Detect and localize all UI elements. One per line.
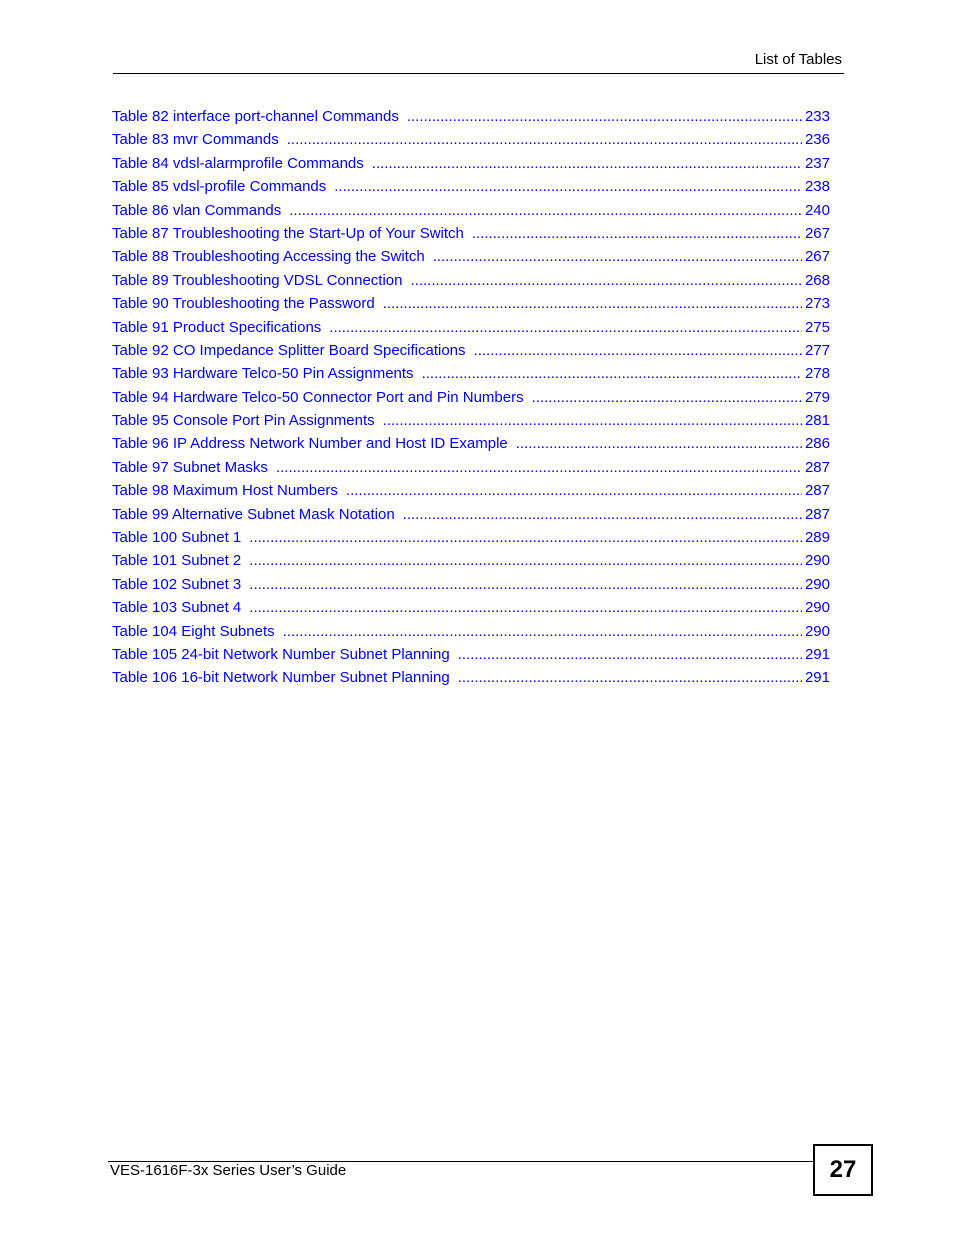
toc-entry[interactable] xyxy=(112,292,830,315)
toc-entry-label: Table 89 Troubleshooting VDSL Connection xyxy=(112,271,403,289)
toc-entry[interactable] xyxy=(112,222,830,245)
toc-entry-label: Table 99 Alternative Subnet Mask Notation xyxy=(112,505,395,523)
toc-dot-leader xyxy=(249,573,802,596)
toc-entry-label: Table 102 Subnet 3 xyxy=(112,575,242,593)
toc-entry-page: 290 xyxy=(804,552,830,570)
toc-entry-page: 290 xyxy=(804,575,830,593)
toc-entry[interactable] xyxy=(112,175,830,198)
toc-entry-page: 237 xyxy=(804,154,830,172)
toc-entry-label: Table 95 Console Port Pin Assignments xyxy=(112,412,375,430)
toc-entry[interactable] xyxy=(112,152,830,175)
toc-entry-label: Table 97 Subnet Masks xyxy=(112,458,268,476)
toc-dot-leader xyxy=(346,479,802,502)
toc-entry[interactable] xyxy=(112,456,830,479)
toc-entry-page: 291 xyxy=(804,645,830,663)
toc-dot-leader xyxy=(276,456,802,479)
toc-dot-leader xyxy=(407,105,802,128)
toc-entry[interactable] xyxy=(112,245,830,268)
toc-entry-page: 273 xyxy=(804,295,830,313)
toc-entry[interactable] xyxy=(112,339,830,362)
toc-entry-page: 267 xyxy=(804,224,830,242)
toc-entry-label: Table 84 vdsl-alarmprofile Commands xyxy=(112,154,364,172)
toc-entry[interactable] xyxy=(112,432,830,455)
toc-entry[interactable] xyxy=(112,409,830,432)
toc-entry[interactable] xyxy=(112,362,830,385)
toc-entry-page: 289 xyxy=(804,529,830,547)
toc-dot-leader xyxy=(474,339,802,362)
toc-entry[interactable] xyxy=(112,643,830,666)
toc-entry-label: Table 86 vlan Commands xyxy=(112,201,282,219)
toc-entry[interactable] xyxy=(112,526,830,549)
toc-entry[interactable] xyxy=(112,620,830,643)
toc-entry-label: Table 88 Troubleshooting Accessing the Switch xyxy=(112,248,425,266)
toc-dot-leader xyxy=(383,292,802,315)
toc-dot-leader xyxy=(516,432,802,455)
toc-entry[interactable] xyxy=(112,105,830,128)
toc-dot-leader xyxy=(472,222,802,245)
toc-entry-label: Table 90 Troubleshooting the Password xyxy=(112,295,375,313)
toc-entry-label: Table 83 mvr Commands xyxy=(112,131,279,149)
toc-entry-page: 268 xyxy=(804,271,830,289)
toc-dot-leader xyxy=(433,245,802,268)
toc-dot-leader xyxy=(372,152,802,175)
toc-entry[interactable] xyxy=(112,666,830,689)
header-divider xyxy=(113,73,844,74)
toc-dot-leader xyxy=(532,386,802,409)
toc-entry[interactable] xyxy=(112,549,830,572)
toc-entry[interactable] xyxy=(112,199,830,222)
toc-entry-page: 233 xyxy=(804,108,830,125)
toc-entry-page: 287 xyxy=(804,458,830,476)
toc-entry[interactable] xyxy=(112,573,830,596)
toc-entry-page: 286 xyxy=(804,435,830,453)
footer-guide-title: VES-1616F-3x Series User’s Guide xyxy=(110,1162,347,1179)
toc-dot-leader xyxy=(422,362,802,385)
toc-dot-leader xyxy=(334,175,802,198)
toc-dot-leader xyxy=(249,596,802,619)
toc-entry-label: Table 93 Hardware Telco-50 Pin Assignments xyxy=(112,365,414,383)
toc-entry-page: 277 xyxy=(804,341,830,359)
toc-entry-label: Table 92 CO Impedance Splitter Board Specifications xyxy=(112,341,466,359)
toc-entry-page: 281 xyxy=(804,412,830,430)
page-number-box: 27 xyxy=(813,1144,873,1196)
toc-entry-page: 267 xyxy=(804,248,830,266)
toc-entry-label: Table 82 interface port-channel Commands xyxy=(112,108,399,125)
toc-entry-label: Table 87 Troubleshooting the Start-Up of Your Switch xyxy=(112,224,464,242)
toc-dot-leader xyxy=(289,199,802,222)
toc-entry-label: Table 96 IP Address Network Number and Host ID Example xyxy=(112,435,508,453)
toc-dot-leader xyxy=(403,503,802,526)
toc-dot-leader xyxy=(383,409,802,432)
toc-entry[interactable] xyxy=(112,316,830,339)
toc-entry-label: Table 101 Subnet 2 xyxy=(112,552,242,570)
list-of-tables xyxy=(112,105,830,690)
header-section-title: List of Tables xyxy=(754,51,842,68)
toc-dot-leader xyxy=(410,269,801,292)
toc-entry-page: 238 xyxy=(804,178,830,196)
toc-entry-page: 290 xyxy=(804,599,830,617)
toc-entry-label: Table 98 Maximum Host Numbers xyxy=(112,482,338,500)
toc-dot-leader xyxy=(287,128,802,151)
toc-dot-leader xyxy=(458,643,802,666)
toc-dot-leader xyxy=(458,666,802,689)
toc-entry[interactable] xyxy=(112,386,830,409)
toc-entry-label: Table 104 Eight Subnets xyxy=(112,622,275,640)
toc-dot-leader xyxy=(283,620,802,643)
toc-entry-label: Table 100 Subnet 1 xyxy=(112,529,242,547)
toc-entry[interactable] xyxy=(112,479,830,502)
toc-entry-page: 278 xyxy=(804,365,830,383)
toc-entry[interactable] xyxy=(112,128,830,151)
toc-entry-page: 279 xyxy=(804,388,830,406)
toc-entry-label: Table 103 Subnet 4 xyxy=(112,599,242,617)
toc-entry-page: 287 xyxy=(804,482,830,500)
toc-entry-page: 290 xyxy=(804,622,830,640)
toc-entry-label: Table 94 Hardware Telco-50 Connector Port and Pin Numbers xyxy=(112,388,524,406)
toc-entry-label: Table 85 vdsl-profile Commands xyxy=(112,178,327,196)
toc-entry[interactable] xyxy=(112,596,830,619)
toc-dot-leader xyxy=(249,526,802,549)
toc-entry[interactable] xyxy=(112,503,830,526)
toc-dot-leader xyxy=(249,549,802,572)
toc-entry-page: 236 xyxy=(804,131,830,149)
toc-entry-page: 287 xyxy=(804,505,830,523)
toc-dot-leader xyxy=(329,316,802,339)
toc-entry-page: 291 xyxy=(804,669,830,687)
toc-entry-page: 275 xyxy=(804,318,830,336)
toc-entry[interactable] xyxy=(112,269,830,292)
toc-entry-label: Table 106 16-bit Network Number Subnet Planning xyxy=(112,669,450,687)
toc-entry-page: 240 xyxy=(804,201,830,219)
toc-entry-label: Table 105 24-bit Network Number Subnet Planning xyxy=(112,645,450,663)
toc-entry-label: Table 91 Product Specifications xyxy=(112,318,322,336)
